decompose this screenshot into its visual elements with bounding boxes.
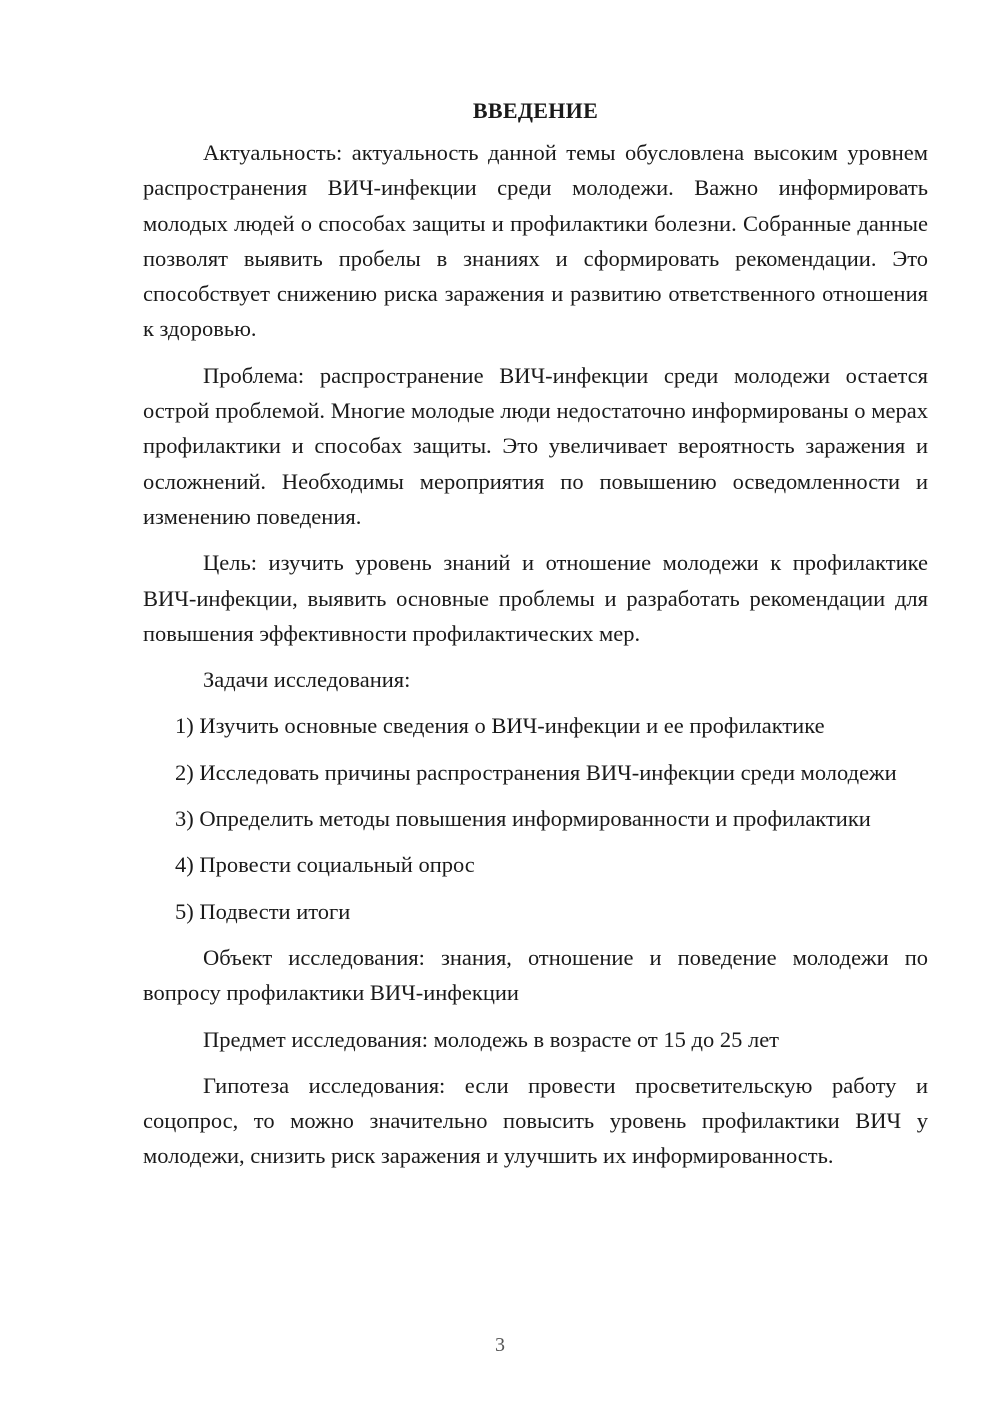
paragraph-subject: Предмет исследования: молодежь в возрасте от 15 до 25 лет — [203, 1026, 780, 1052]
task-item-5: 5) Подвести итоги — [175, 898, 351, 924]
paragraph-goal: Цель: изучить уровень знаний и отношение молодежи к профилактике ВИЧ-инфекции, выявить основные проблемы и разработать рекомендации для повышения эффективности профилактических мер. — [143, 550, 928, 646]
paragraph-problem: Проблема: распространение ВИЧ-инфекции среди молодежи остается острой проблемой. Многие молодые люди недостаточно информированы о мерах профилактики и способах защиты. Это увеличивает вероятность заражения и осложнений. Необходимы мероприятия по повышению осведомленности и изменению поведения. — [143, 362, 928, 529]
task-item-4: 4) Провести социальный опрос — [175, 852, 475, 878]
paragraph-relevance: Актуальность: актуальность данной темы обусловлена высоким уровнем распространения ВИЧ-инфекции среди молодежи. Важно информировать молодых людей о способах защиты и профилактики болезни. Собранные данные позволят выявить пробелы в знаниях и сформировать рекомендации. Это способствует снижению риска заражения и развитию ответственного отношения к здоровью. — [143, 140, 928, 342]
task-item-3: 3) Определить методы повышения информированности и профилактики — [175, 806, 871, 832]
document-page — [143, 96, 928, 1185]
paragraph-tasks-heading: Задачи исследования: — [203, 667, 411, 693]
task-item-2: 2) Исследовать причины распространения ВИЧ-инфекции среди молодежи — [175, 759, 897, 785]
paragraph-object: Объект исследования: знания, отношение и поведение молодежи по вопросу профилактики ВИЧ-инфекции — [143, 944, 928, 1006]
paragraph-hypothesis: Гипотеза исследования: если провести просветительскую работу и соцопрос, то можно значительно повысить уровень профилактики ВИЧ у молодежи, снизить риск заражения и улучшить их информированность. — [143, 1072, 928, 1169]
page-number: 3 — [495, 1334, 505, 1356]
task-item-1: 1) Изучить основные сведения о ВИЧ-инфекции и ее профилактике — [175, 713, 825, 739]
section-title: ВВЕДЕНИЕ — [472, 98, 599, 123]
